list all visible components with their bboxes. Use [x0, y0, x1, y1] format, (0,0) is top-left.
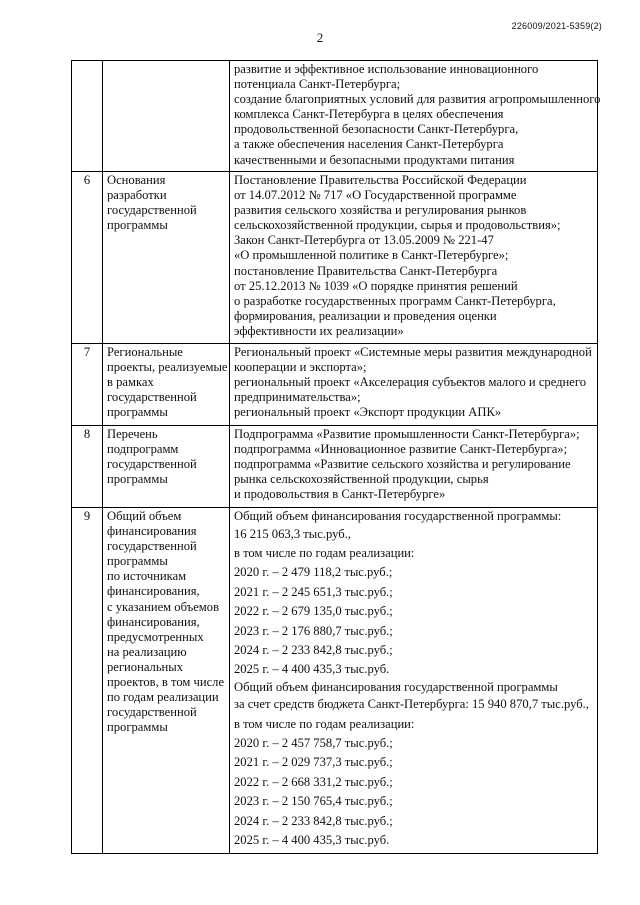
row-content-line: 2022 г. – 2 668 331,2 тыс.руб.; — [234, 774, 393, 789]
row-content-line: Подпрограмма «Развитие промышленности Санкт-Петербурга»; — [234, 427, 580, 441]
row-content-line: эффективности их реализации» — [234, 323, 404, 338]
row-name-line: программы — [107, 554, 168, 569]
row-name-line: государственной — [107, 705, 197, 720]
row-name-line: государственной — [107, 203, 197, 218]
row-name-line: в рамках — [107, 375, 154, 390]
row-content-line: 2022 г. – 2 679 135,0 тыс.руб.; — [234, 604, 393, 619]
row-content-cell — [230, 508, 598, 854]
row-name-cell — [103, 344, 230, 426]
row-number: 6 — [72, 172, 103, 344]
row-content-line: Закон Санкт-Петербурга от 13.05.2009 № 221-47 — [234, 233, 494, 248]
table-row — [72, 172, 598, 344]
table-row — [72, 508, 598, 854]
row-content-line: развитие и эффективное использование инновационного — [234, 62, 539, 76]
row-content-line: сельскохозяйственной продукции, сырья и продовольствия»; — [234, 218, 561, 233]
row-content-line: создание благоприятных условий для развития агропромышленного — [234, 92, 601, 107]
row-content-line: Общий объем финансирования государственной программы — [234, 679, 558, 694]
row-content-line: от 25.12.2013 № 1039 «О порядке принятия решений — [234, 278, 518, 293]
page-number: 2 — [316, 30, 324, 45]
row-name-line: финансирования, — [107, 584, 200, 599]
row-name-line: государственной — [107, 539, 197, 554]
row-name-cell — [103, 61, 230, 172]
row-name-line: государственной — [107, 390, 197, 405]
row-content-line: предпринимательства»; — [234, 390, 361, 405]
row-content-line: постановление Правительства Санкт-Петербурга — [234, 263, 498, 278]
row-content-line: за счет средств бюджета Санкт-Петербурга: 15 940 870,7 тыс.руб., — [234, 697, 589, 712]
row-content-line: продовольственной безопасности Санкт-Петербурга, — [234, 122, 519, 137]
row-content-line: потенциала Санкт-Петербурга; — [234, 77, 401, 92]
row-content-cell — [230, 426, 598, 508]
row-content-cell — [230, 344, 598, 426]
row-content-line: Постановление Правительства Российской Федерации — [234, 173, 527, 187]
row-name-cell — [103, 508, 230, 854]
row-name-line: финансирования, — [107, 614, 200, 629]
document-id: 226009/2021-5359(2) — [511, 21, 602, 31]
table-row — [72, 344, 598, 426]
row-content-line: и продовольствия в Санкт-Петербурге» — [234, 487, 446, 502]
row-number: 7 — [72, 344, 103, 426]
row-content-cell — [230, 61, 601, 172]
row-content-line: подпрограмма «Инновационное развитие Санкт-Петербурга»; — [234, 442, 568, 457]
row-content-line: в том числе по годам реализации: — [234, 545, 415, 560]
row-name-line: программы — [107, 218, 168, 233]
row-content-line: 16 215 063,3 тыс.руб., — [234, 526, 351, 541]
table-row — [72, 426, 598, 508]
row-content-line: о разработке государственных программ Санкт-Петербурга, — [234, 293, 556, 308]
row-content-cell — [230, 172, 598, 344]
row-content-line: от 14.07.2012 № 717 «О Государственной программе — [234, 188, 517, 203]
row-name-line: Основания — [107, 173, 166, 187]
row-name-line: государственной — [107, 457, 197, 472]
row-name-line: по источникам — [107, 569, 187, 584]
row-name-line: региональных — [107, 659, 184, 674]
row-content-line: формирования, реализации и проведения оценки — [234, 308, 497, 323]
table-row — [72, 61, 598, 172]
row-content-line: 2020 г. – 2 457 758,7 тыс.руб.; — [234, 736, 393, 751]
row-content-line: комплекса Санкт-Петербурга в целях обеспечения — [234, 107, 504, 122]
row-content-line: 2023 г. – 2 176 880,7 тыс.руб.; — [234, 623, 393, 638]
row-content-line: Общий объем финансирования государственной программы: — [234, 509, 562, 523]
row-name-line: проектов, в том числе — [107, 675, 225, 690]
row-name-cell — [103, 172, 230, 344]
row-content-line: 2021 г. – 2 245 651,3 тыс.руб.; — [234, 584, 393, 599]
row-name-line: программы — [107, 472, 168, 487]
row-content-line: в том числе по годам реализации: — [234, 716, 415, 731]
row-content-line: а также обеспечения населения Санкт-Петербурга — [234, 137, 504, 152]
row-content-line: 2024 г. – 2 233 842,8 тыс.руб.; — [234, 813, 393, 828]
row-name-line: с указанием объемов — [107, 599, 220, 614]
row-content-line: 2024 г. – 2 233 842,8 тыс.руб.; — [234, 642, 393, 657]
row-number — [72, 61, 103, 172]
program-passport-table — [71, 60, 601, 854]
row-name-line: подпрограмм — [107, 442, 179, 457]
row-content-line: качественными и безопасными продуктами питания — [234, 152, 515, 167]
row-name-line: Региональные — [107, 345, 183, 359]
row-content-line: 2025 г. – 4 400 435,3 тыс.руб. — [234, 833, 390, 848]
row-name-line: программы — [107, 405, 168, 420]
row-name-line: на реализацию — [107, 644, 187, 659]
row-name-line: Перечень — [107, 427, 158, 441]
row-name-line: проекты, реализуемые — [107, 360, 228, 375]
row-content-line: рынка сельскохозяйственной продукции, сырья — [234, 472, 489, 487]
row-content-line: «О промышленной политике в Санкт-Петербурге»; — [234, 248, 509, 263]
row-number: 8 — [72, 426, 103, 508]
row-content-line: развития сельского хозяйства и регулирования рынков — [234, 203, 527, 218]
row-content-line: Региональный проект «Системные меры развития международной — [234, 345, 592, 359]
row-content-line: 2025 г. – 4 400 435,3 тыс.руб. — [234, 662, 390, 677]
row-name-line: предусмотренных — [107, 629, 204, 644]
row-name-cell — [103, 426, 230, 508]
row-name-line: программы — [107, 720, 168, 735]
row-content-line: 2021 г. – 2 029 737,3 тыс.руб.; — [234, 755, 393, 770]
row-content-line: региональный проект «Экспорт продукции АПК» — [234, 405, 502, 420]
row-name-line: разработки — [107, 188, 167, 203]
row-content-line: региональный проект «Акселерация субъектов малого и среднего — [234, 375, 587, 390]
row-content-line: 2023 г. – 2 150 765,4 тыс.руб.; — [234, 794, 393, 809]
row-content-line: подпрограмма «Развитие сельского хозяйства и регулирование — [234, 457, 571, 472]
row-content-line: кооперации и экспорта»; — [234, 360, 367, 375]
row-name-line: финансирования — [107, 524, 197, 539]
row-content-line: 2020 г. – 2 479 118,2 тыс.руб.; — [234, 565, 393, 580]
row-name-line: Общий объем — [107, 509, 182, 523]
row-name-line: по годам реализации — [107, 690, 219, 705]
row-number: 9 — [72, 508, 103, 854]
